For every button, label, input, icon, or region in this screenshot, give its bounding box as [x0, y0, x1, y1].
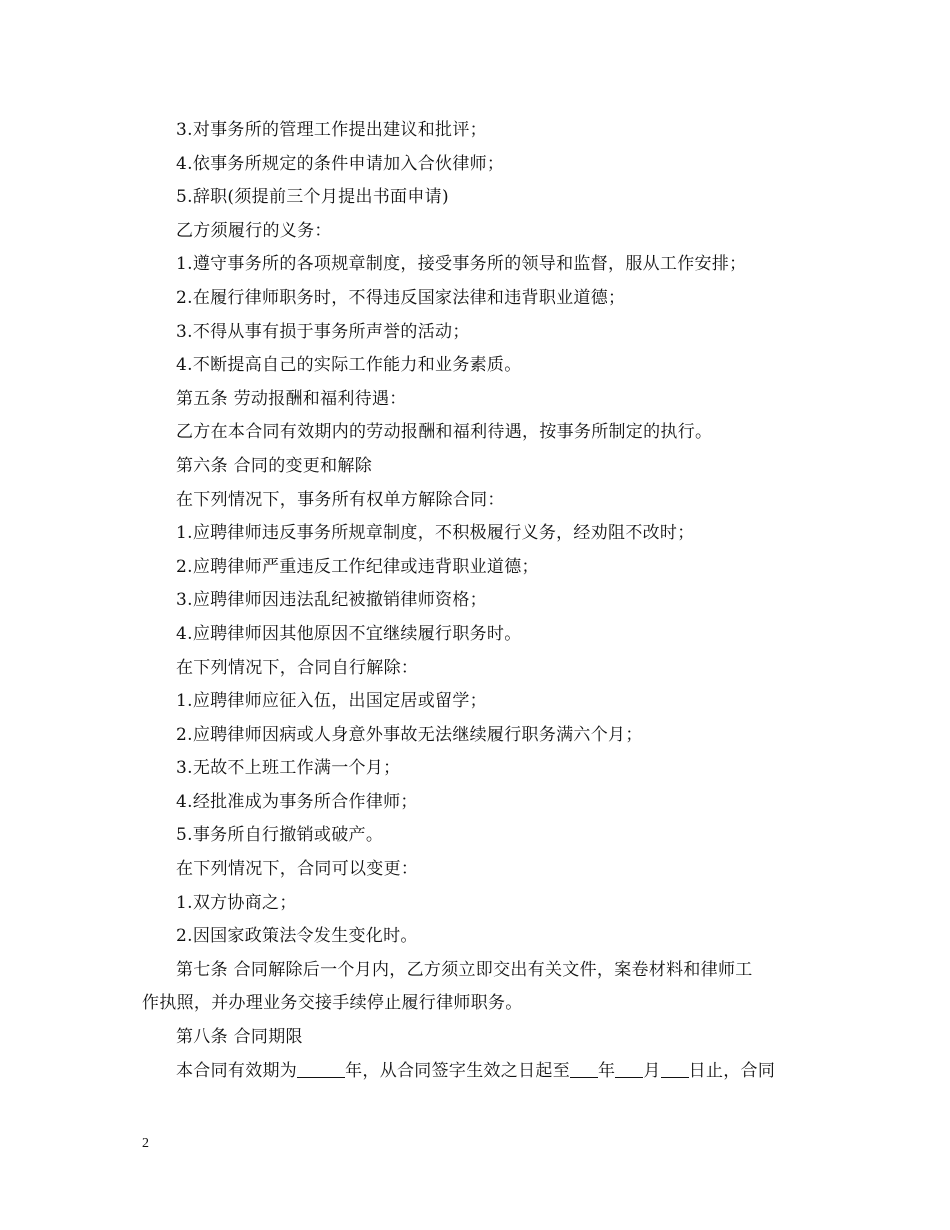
article-heading: 第五条 劳动报酬和福利待遇： [176, 388, 407, 409]
text-line: 2.应聘律师严重违反工作纪律或违背职业道德； [176, 556, 539, 577]
text-line: 作执照，并办理业务交接手续停止履行律师职务。 [142, 993, 523, 1014]
article-heading: 第八条 合同期限 [176, 1027, 303, 1048]
text-line: 2.因国家政策法令发生变化时。 [176, 926, 418, 947]
section-label: 乙方须履行的义务： [176, 220, 332, 241]
text-line: 3.应聘律师因违法乱纪被撤销律师资格； [176, 590, 487, 611]
term-text-3: 年 [598, 1060, 616, 1081]
text-line: 3.不得从事有损于事务所声誉的活动； [176, 321, 470, 342]
text-line: 乙方在本合同有效期内的劳动报酬和福利待遇，按事务所制定的执行。 [176, 422, 713, 443]
page-number: 2 [142, 1136, 149, 1151]
section-label: 在下列情况下，合同可以变更： [176, 859, 419, 880]
text-line: 4.依事务所规定的条件申请加入合伙律师； [176, 153, 505, 174]
text-line: 1.应聘律师违反事务所规章制度，不积极履行义务，经劝阻不改时； [176, 523, 695, 544]
text-line: 1.双方协商之； [176, 892, 297, 913]
blank-day [661, 1060, 689, 1078]
section-label: 在下列情况下，事务所有权单方解除合同： [176, 489, 505, 510]
blank-month [615, 1060, 643, 1078]
article-heading: 第七条 合同解除后一个月内，乙方须立即交出有关文件，案卷材料和律师工 [176, 959, 753, 980]
term-text-2: 年，从合同签字生效之日起至 [345, 1060, 571, 1081]
term-text-1: 本合同有效期为 [176, 1060, 298, 1081]
text-line: 4.应聘律师因其他原因不宜继续履行职务时。 [176, 623, 522, 644]
text-line: 3.对事务所的管理工作提出建议和批评； [176, 120, 487, 140]
term-text-4: 月 [643, 1060, 661, 1081]
document-body [142, 114, 822, 1088]
blank-years [297, 1060, 345, 1078]
article-heading: 第六条 合同的变更和解除 [176, 455, 373, 476]
section-label: 在下列情况下，合同自行解除： [176, 657, 419, 678]
text-line: 2.应聘律师因病或人身意外事故无法继续履行职务满六个月； [176, 724, 643, 745]
term-text-5: 日止，合同 [688, 1060, 776, 1081]
contract-term-line [142, 1055, 822, 1089]
text-line: 4.不断提高自己的实际工作能力和业务素质。 [176, 355, 522, 376]
text-line: 3.无故不上班工作满一个月； [176, 758, 401, 779]
text-line: 1.应聘律师应征入伍，出国定居或留学； [176, 691, 487, 712]
text-line: 5.事务所自行撤销或破产。 [176, 825, 384, 846]
text-line: 5.辞职(须提前三个月提出书面申请) [176, 187, 449, 208]
text-line: 4.经批准成为事务所合作律师； [176, 791, 418, 812]
text-line: 2.在履行律师职务时，不得违反国家法律和违背职业道德； [176, 287, 626, 308]
blank-year [570, 1060, 598, 1078]
text-line: 1.遵守事务所的各项规章制度，接受事务所的领导和监督，服从工作安排； [176, 254, 747, 275]
